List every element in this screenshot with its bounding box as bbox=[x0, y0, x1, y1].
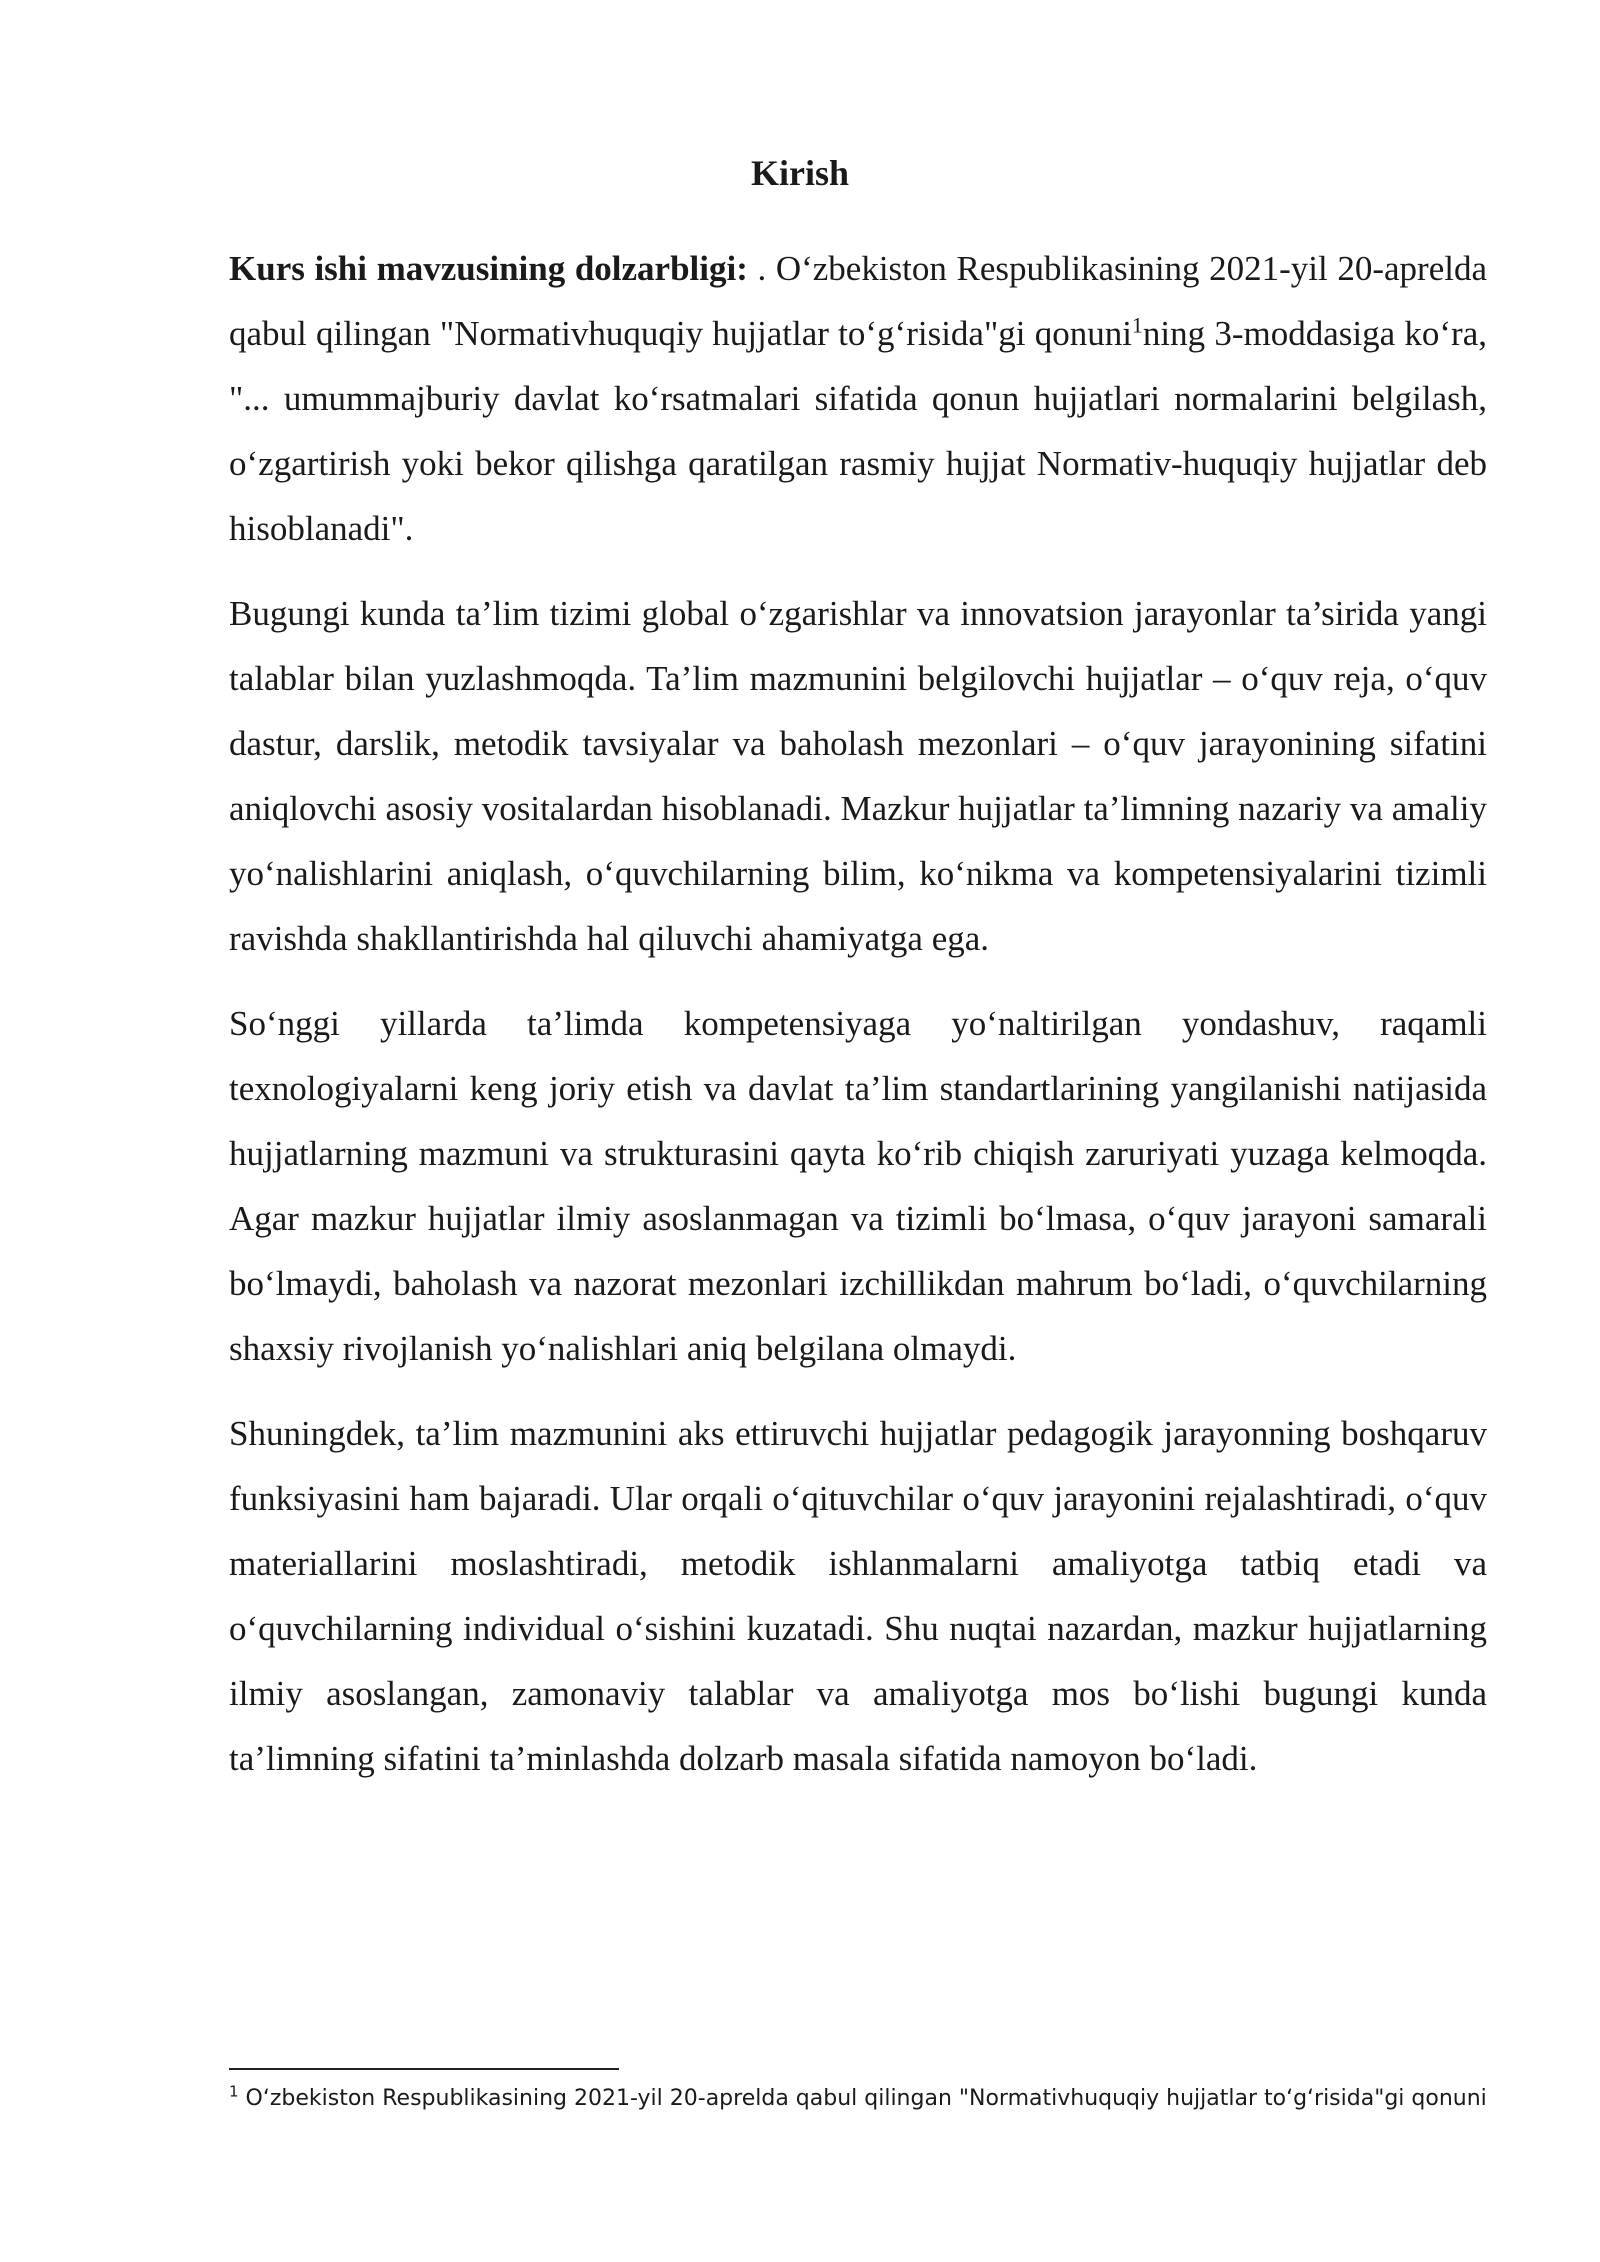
relevance-text-start: . O‘zbekiston Respublikasining 2021-yil 20-aprelda qabul qilingan "Normativhuquqiy hujjatlar to‘g‘risida"gi qonuni bbox=[229, 249, 1487, 353]
page-title: Kirish bbox=[750, 153, 849, 193]
document-body bbox=[229, 236, 1487, 1811]
footnote-separator bbox=[229, 2068, 619, 2070]
footnote-reference[interactable]: 1 bbox=[1131, 312, 1143, 338]
footnote-marker: 1 bbox=[229, 2082, 239, 2101]
paragraph-management-function: Shuningdek, ta’lim mazmunini aks ettiruvchi hujjatlar pedagogik jarayonning boshqaruv funksiyasini ham bajaradi. Ular orqali o‘qituvchilar o‘quv jarayonini rejalashtiradi, o‘quv materiallarini moslashtiradi, metodik ishlanmalarni amaliyotga tatbiq etadi va o‘quvchilarning individual o‘sishini kuzatadi. Shu nuqtai nazardan, mazkur hujjatlarning ilmiy asoslangan, zamonaviy talablar va amaliyotga mos bo‘lishi bugungi kunda ta’limning sifatini ta’minlashda dolzarb masala sifatida namoyon bo‘ladi. bbox=[229, 1414, 1487, 1778]
relevance-label: Kurs ishi mavzusining dolzarbligi: bbox=[229, 249, 748, 288]
footnote bbox=[229, 2082, 1529, 2116]
paragraph-education-challenges: Bugungi kunda ta’lim tizimi global o‘zgarishlar va innovatsion jarayonlar ta’sirida yangi talablar bilan yuzlashmoqda. Ta’lim mazmunini belgilovchi hujjatlar – o‘quv reja, o‘quv dastur, darslik, metodik tavsiyalar va baholash mezonlari – o‘quv jarayonining sifatini aniqlovchi asosiy vositalardan hisoblanadi. Mazkur hujjatlar ta’limning nazariy va amaliy yo‘nalishlarini aniqlash, o‘quvchilarning bilim, ko‘nikma va kompetensiyalarini tizimli ravishda shakllantirishda hal qiluvchi ahamiyatga ega. bbox=[229, 594, 1487, 958]
relevance-text-end: ning 3-moddasiga ko‘ra, "... umummajburiy davlat ko‘rsatmalari sifatida qonun hujjatlari normalarini belgilash, o‘zgartirish yoki bekor qilishga qaratilgan rasmiy hujjat Normativ-huquqiy hujjatlar deb hisoblanadi". bbox=[229, 314, 1487, 548]
footnote-text: O‘zbekiston Respublikasining 2021-yil 20-aprelda qabul qilingan "Normativhuquqiy hujjatlar to‘g‘risida"gi qonuni bbox=[238, 2086, 1487, 2111]
paragraph-competency-approach: So‘nggi yillarda ta’limda kompetensiyaga yo‘naltirilgan yondashuv, raqamli texnologiyalarni keng joriy etish va davlat ta’lim standartlarining yangilanishi natijasida hujjatlarning mazmuni va strukturasini qayta ko‘rib chiqish zaruriyati yuzaga kelmoqda. Agar mazkur hujjatlar ilmiy asoslanmagan va tizimli bo‘lmasa, o‘quv jarayoni samarali bo‘lmaydi, baholash va nazorat mezonlari izchillikdan mahrum bo‘ladi, o‘quvchilarning shaxsiy rivojlanish yo‘nalishlari aniq belgilana olmaydi. bbox=[229, 1004, 1487, 1368]
paragraph-relevance bbox=[229, 236, 1487, 561]
